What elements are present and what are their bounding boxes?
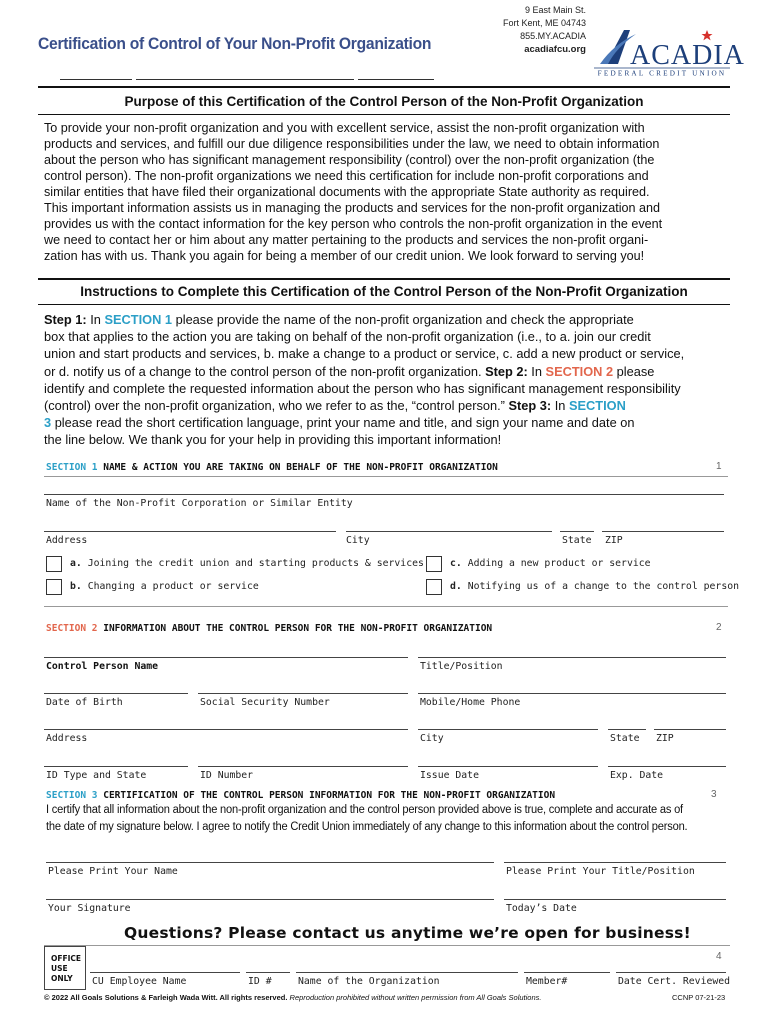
s2-zip-label: ZIP [656, 733, 674, 744]
exp-date-field[interactable] [608, 766, 726, 767]
s2-state-label: State [610, 733, 640, 744]
signature-field[interactable] [46, 899, 494, 900]
title-underline-3 [358, 79, 434, 80]
option-a-label: a. Joining the credit union and starting products & services [70, 558, 424, 569]
section1-bottom-rule [44, 606, 728, 607]
org-name-field[interactable] [296, 972, 518, 973]
cu-employee-label: CU Employee Name [92, 976, 187, 987]
s1-zip-label: ZIP [605, 535, 623, 546]
s1-address-label: Address [46, 535, 88, 546]
option-c-checkbox[interactable] [426, 556, 442, 572]
section3-number: 3 [711, 789, 717, 800]
certification-text: I certify that all information about the non-profit organization and the control person provided above is true, complete and accurate as of the date of my signature below. I agree to notify the Credit Union immediately of any change to this information about the control person. [46, 804, 688, 833]
instructions-heading: Instructions to Complete this Certification of the Control Person of the Non-Profit Organization [80, 284, 688, 299]
id-num-field[interactable] [246, 972, 290, 973]
instructions-text: Step 1: In SECTION 1 please provide the name of the non-profit organization and check the appropriate box that applies to the action you are taking on behalf of the non-profit organization (i.e., to a. join our credit union and start products and services, b. make a change to a product or service, c. add a new product or service, or d. notify us of a change to the control person of the non-profit organization. Step 2: In SECTION 2 please identify and complete the requested information about the person who has significant management responsibility (control) over the non-profit organization, who we refer to as the, “control person.” Step 3: In SECTION 3 please read the short certification language, print your name and title, and sign your name and date on the line below. We thank you for your help in providing this important information! [44, 312, 685, 448]
section1-number: 1 [716, 461, 722, 472]
control-person-name-field[interactable] [44, 657, 408, 658]
option-d-checkbox[interactable] [426, 579, 442, 595]
control-person-name-label: Control Person Name [46, 661, 159, 672]
purpose-heading: Purpose of this Certification of the Control Person of the Non-Profit Organization [124, 94, 644, 109]
title-underline-2 [136, 79, 354, 80]
form-title: Certification of Control of Your Non-Profit Organization [38, 34, 432, 53]
todays-date-label: Today’s Date [506, 903, 577, 914]
id-number-field[interactable] [198, 766, 408, 767]
form-code: CCNP 07-21-23 [672, 993, 726, 1002]
print-title-field[interactable] [504, 862, 726, 863]
address-website: acadiafcu.org [524, 44, 586, 55]
s1-address-field[interactable] [44, 531, 336, 532]
address-phone: 855.MY.ACADIA [520, 31, 586, 41]
print-name-label: Please Print Your Name [48, 866, 178, 877]
date-cert-label: Date Cert. Reviewed [618, 976, 731, 987]
s2-zip-field[interactable] [654, 729, 726, 730]
office-top-rule [44, 945, 730, 946]
id-type-label: ID Type and State [46, 770, 147, 781]
issue-date-field[interactable] [418, 766, 598, 767]
address-street: 9 East Main St. [524, 5, 586, 15]
entity-name-field[interactable] [44, 494, 724, 495]
signature-label: Your Signature [48, 903, 131, 914]
s1-city-label: City [346, 535, 370, 546]
s1-city-field[interactable] [346, 531, 552, 532]
phone-field[interactable] [418, 693, 726, 694]
member-num-label: Member# [526, 976, 568, 987]
option-b-label: b. Changing a product or service [70, 581, 259, 592]
id-num-label: ID # [248, 976, 272, 987]
header-divider [38, 86, 730, 88]
address-city: Fort Kent, ME 04743 [502, 18, 586, 28]
s1-zip-field[interactable] [602, 531, 724, 532]
section3-title: SECTION 3 CERTIFICATION OF THE CONTROL PERSON INFORMATION FOR THE NON-PROFIT ORGANIZATION [46, 790, 556, 801]
section1-title: SECTION 1 NAME & ACTION YOU ARE TAKING ON BEHALF OF THE NON-PROFIT ORGANIZATION [46, 462, 498, 473]
id-number-label: ID Number [200, 770, 254, 781]
option-b-checkbox[interactable] [46, 579, 62, 595]
print-name-field[interactable] [46, 862, 494, 863]
dob-label: Date of Birth [46, 697, 123, 708]
logo-subtitle: FEDERAL CREDIT UNION [597, 69, 727, 78]
instructions-divider-top [38, 278, 730, 280]
credit-union-address [478, 4, 586, 56]
issue-date-label: Issue Date [420, 770, 479, 781]
s2-state-field[interactable] [608, 729, 646, 730]
s2-city-field[interactable] [418, 729, 598, 730]
ssn-label: Social Security Number [200, 697, 330, 708]
logo-wordmark: ACADIA [630, 40, 745, 71]
title-position-field[interactable] [418, 657, 726, 658]
section1-rule [44, 476, 728, 477]
title-underline-1 [60, 79, 132, 80]
instructions-divider-bottom [38, 304, 730, 305]
s1-state-field[interactable] [560, 531, 594, 532]
office-number: 4 [716, 951, 722, 962]
phone-label: Mobile/Home Phone [420, 697, 521, 708]
cu-employee-field[interactable] [90, 972, 240, 973]
section2-number: 2 [716, 622, 722, 633]
org-name-label: Name of the Organization [298, 976, 440, 987]
s2-city-label: City [420, 733, 444, 744]
dob-field[interactable] [44, 693, 188, 694]
option-a-checkbox[interactable] [46, 556, 62, 572]
purpose-text: To provide your non-profit organization and you with excellent service, assist the non-profit organization with products and services, and fulfill our due diligence responsibilities under the law, we need to obtain information about the person who has significant management responsibility (control) over the non-profit organization (the control person). The non-profit organizations we need this certification for include non-profit corporations and similar entities that have filed their organizational documents with the appropriate State authority as required. This important information assists us in managing the products and services for the non-profit organization and provides us with the contact information for the key person who controls the non-profit organization in the event we need to contact her or him about any matter pertaining to the products and services the non-profit organi- zation has with us. Thank you again for being a member of our credit union. We look forward to serving you! [44, 121, 663, 263]
section2-title: SECTION 2 INFORMATION ABOUT THE CONTROL PERSON FOR THE NON-PROFIT ORGANIZATION [46, 623, 493, 634]
office-use-label: OFFICE USE ONLY [51, 954, 82, 983]
title-position-label: Title/Position [420, 661, 503, 672]
exp-date-label: Exp. Date [610, 770, 664, 781]
s2-address-field[interactable] [44, 729, 408, 730]
date-cert-field[interactable] [616, 972, 726, 973]
print-title-label: Please Print Your Title/Position [506, 866, 695, 877]
purpose-divider [38, 114, 730, 115]
acadia-logo [594, 24, 745, 78]
entity-name-label: Name of the Non-Profit Corporation or Similar Entity [46, 498, 353, 509]
star-icon [702, 30, 713, 40]
option-c-label: c. Adding a new product or service [450, 558, 651, 569]
questions-banner: Questions? Please contact us anytime we’re open for business! [124, 924, 691, 942]
copyright-footer: © 2022 All Goals Solutions & Farleigh Wada Witt. All rights reserved. Reproduction prohibited without written permission from All Goals Solutions. [44, 993, 542, 1002]
option-d-label: d. Notifying us of a change to the control person [450, 581, 740, 592]
member-num-field[interactable] [524, 972, 610, 973]
s2-address-label: Address [46, 733, 88, 744]
s1-state-label: State [562, 535, 592, 546]
id-type-field[interactable] [44, 766, 188, 767]
todays-date-field[interactable] [504, 899, 726, 900]
ssn-field[interactable] [198, 693, 408, 694]
